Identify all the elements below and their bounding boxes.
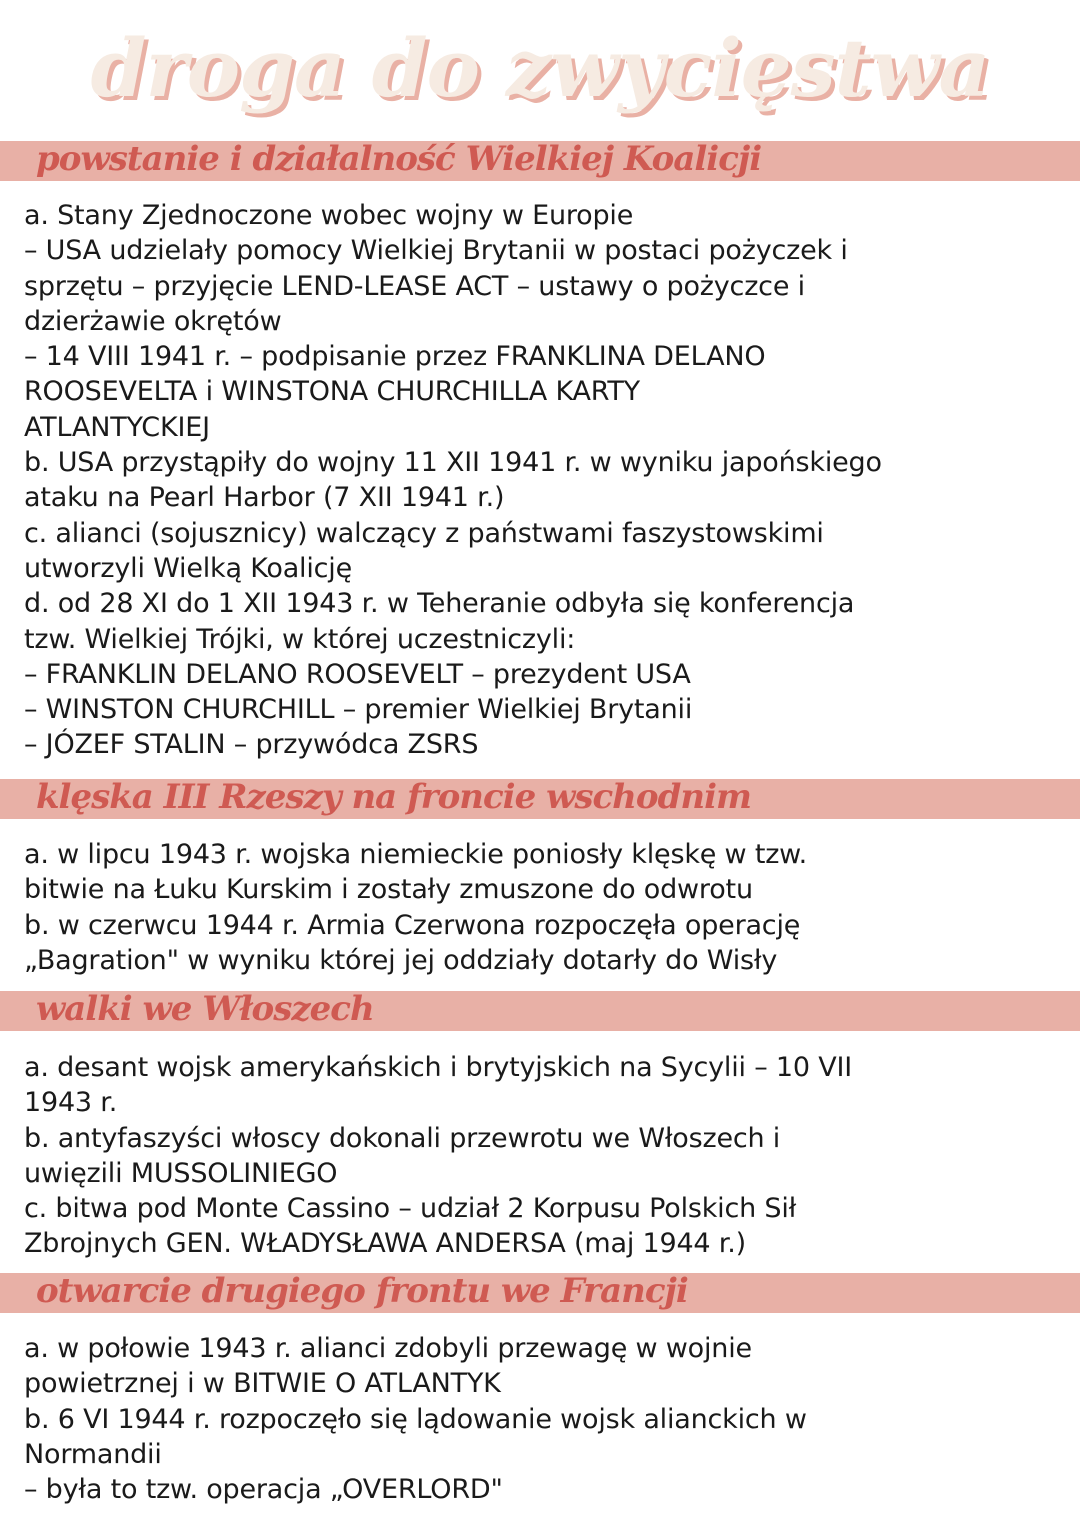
text-line: – była to tzw. operacja „OVERLORD" <box>24 1474 503 1506</box>
text-line: b. w czerwcu 1944 r. Armia Czerwona rozpoczęła operację <box>24 909 801 941</box>
text-line: „Bagration" w wyniku której jej oddziały dotarły do Wisły <box>24 944 778 976</box>
section-heading-italy: walki we Włoszech <box>36 989 374 1029</box>
text-line: uwięzili MUSSOLINIEGO <box>24 1157 338 1189</box>
text-line: powietrznej i w BITWIE O ATLANTYK <box>24 1368 501 1400</box>
text-line: 1943 r. <box>24 1087 118 1119</box>
text-line: – JÓZEF STALIN – przywódca ZSRS <box>24 729 479 761</box>
section-heading-eastern-front: klęska III Rzeszy na froncie wschodnim <box>36 777 751 817</box>
text-line: c. alianci (sojusznicy) walczący z państwami faszystowskimi <box>24 517 824 549</box>
text-line: bitwie na Łuku Kurskim i zostały zmuszone do odwrotu <box>24 874 753 906</box>
text-line: b. 6 VI 1944 r. rozpoczęło się lądowanie wojsk alianckich w <box>24 1403 807 1435</box>
text-line: dzierżawie okrętów <box>24 305 282 337</box>
text-line: a. w lipcu 1943 r. wojska niemieckie poniosły klęskę w tzw. <box>24 839 807 870</box>
text-line: a. desant wojsk amerykańskich i brytyjskich na Sycylii – 10 VII <box>24 1052 853 1083</box>
text-line: ataku na Pearl Harbor (7 XII 1941 r.) <box>24 482 505 514</box>
text-line: sprzętu – przyjęcie LEND-LEASE ACT – ustawy o pożyczce i <box>24 270 805 302</box>
text-line: – FRANKLIN DELANO ROOSEVELT – prezydent USA <box>24 658 691 690</box>
text-line: – WINSTON CHURCHILL – premier Wielkiej Brytanii <box>24 694 693 726</box>
text-line: utworzyli Wielką Koalicję <box>24 552 353 584</box>
text-line: tzw. Wielkiej Trójki, w której uczestniczyli: <box>24 623 576 655</box>
text-line: ROOSEVELTA i WINSTONA CHURCHILLA KARTY <box>24 376 640 408</box>
section-content-italy <box>24 1050 1064 1262</box>
section-heading-coalition: powstanie i działalność Wielkiej Koalicji <box>36 139 762 179</box>
text-line: d. od 28 XI do 1 XII 1943 r. w Teheranie odbyła się konferencja <box>24 588 855 620</box>
text-line: c. bitwa pod Monte Cassino – udział 2 Korpusu Polskich Sił <box>24 1193 797 1225</box>
section-content-eastern-front <box>24 837 1064 978</box>
text-line: b. USA przystąpiły do wojny 11 XII 1941 r. w wyniku japońskiego <box>24 447 882 479</box>
page-title: droga do zwycięstwa <box>90 21 990 115</box>
text-line: a. w połowie 1943 r. alianci zdobyli przewagę w wojnie <box>24 1333 752 1364</box>
text-line: ATLANTYCKIEJ <box>24 411 210 443</box>
text-line: a. Stany Zjednoczone wobec wojny w Europie <box>24 200 634 231</box>
text-line: – 14 VIII 1941 r. – podpisanie przez FRANKLINA DELANO <box>24 341 766 373</box>
text-line: Zbrojnych GEN. WŁADYSŁAWA ANDERSA (maj 1944 r.) <box>24 1228 746 1260</box>
section-content-coalition <box>24 198 1064 763</box>
text-line: b. antyfaszyści włoscy dokonali przewrotu we Włoszech i <box>24 1122 781 1154</box>
text-line: – USA udzielały pomocy Wielkiej Brytanii w postaci pożyczek i <box>24 235 848 267</box>
section-content-second-front <box>24 1331 1064 1507</box>
text-line: Normandii <box>24 1438 162 1470</box>
section-heading-second-front: otwarcie drugiego frontu we Francji <box>36 1271 688 1311</box>
